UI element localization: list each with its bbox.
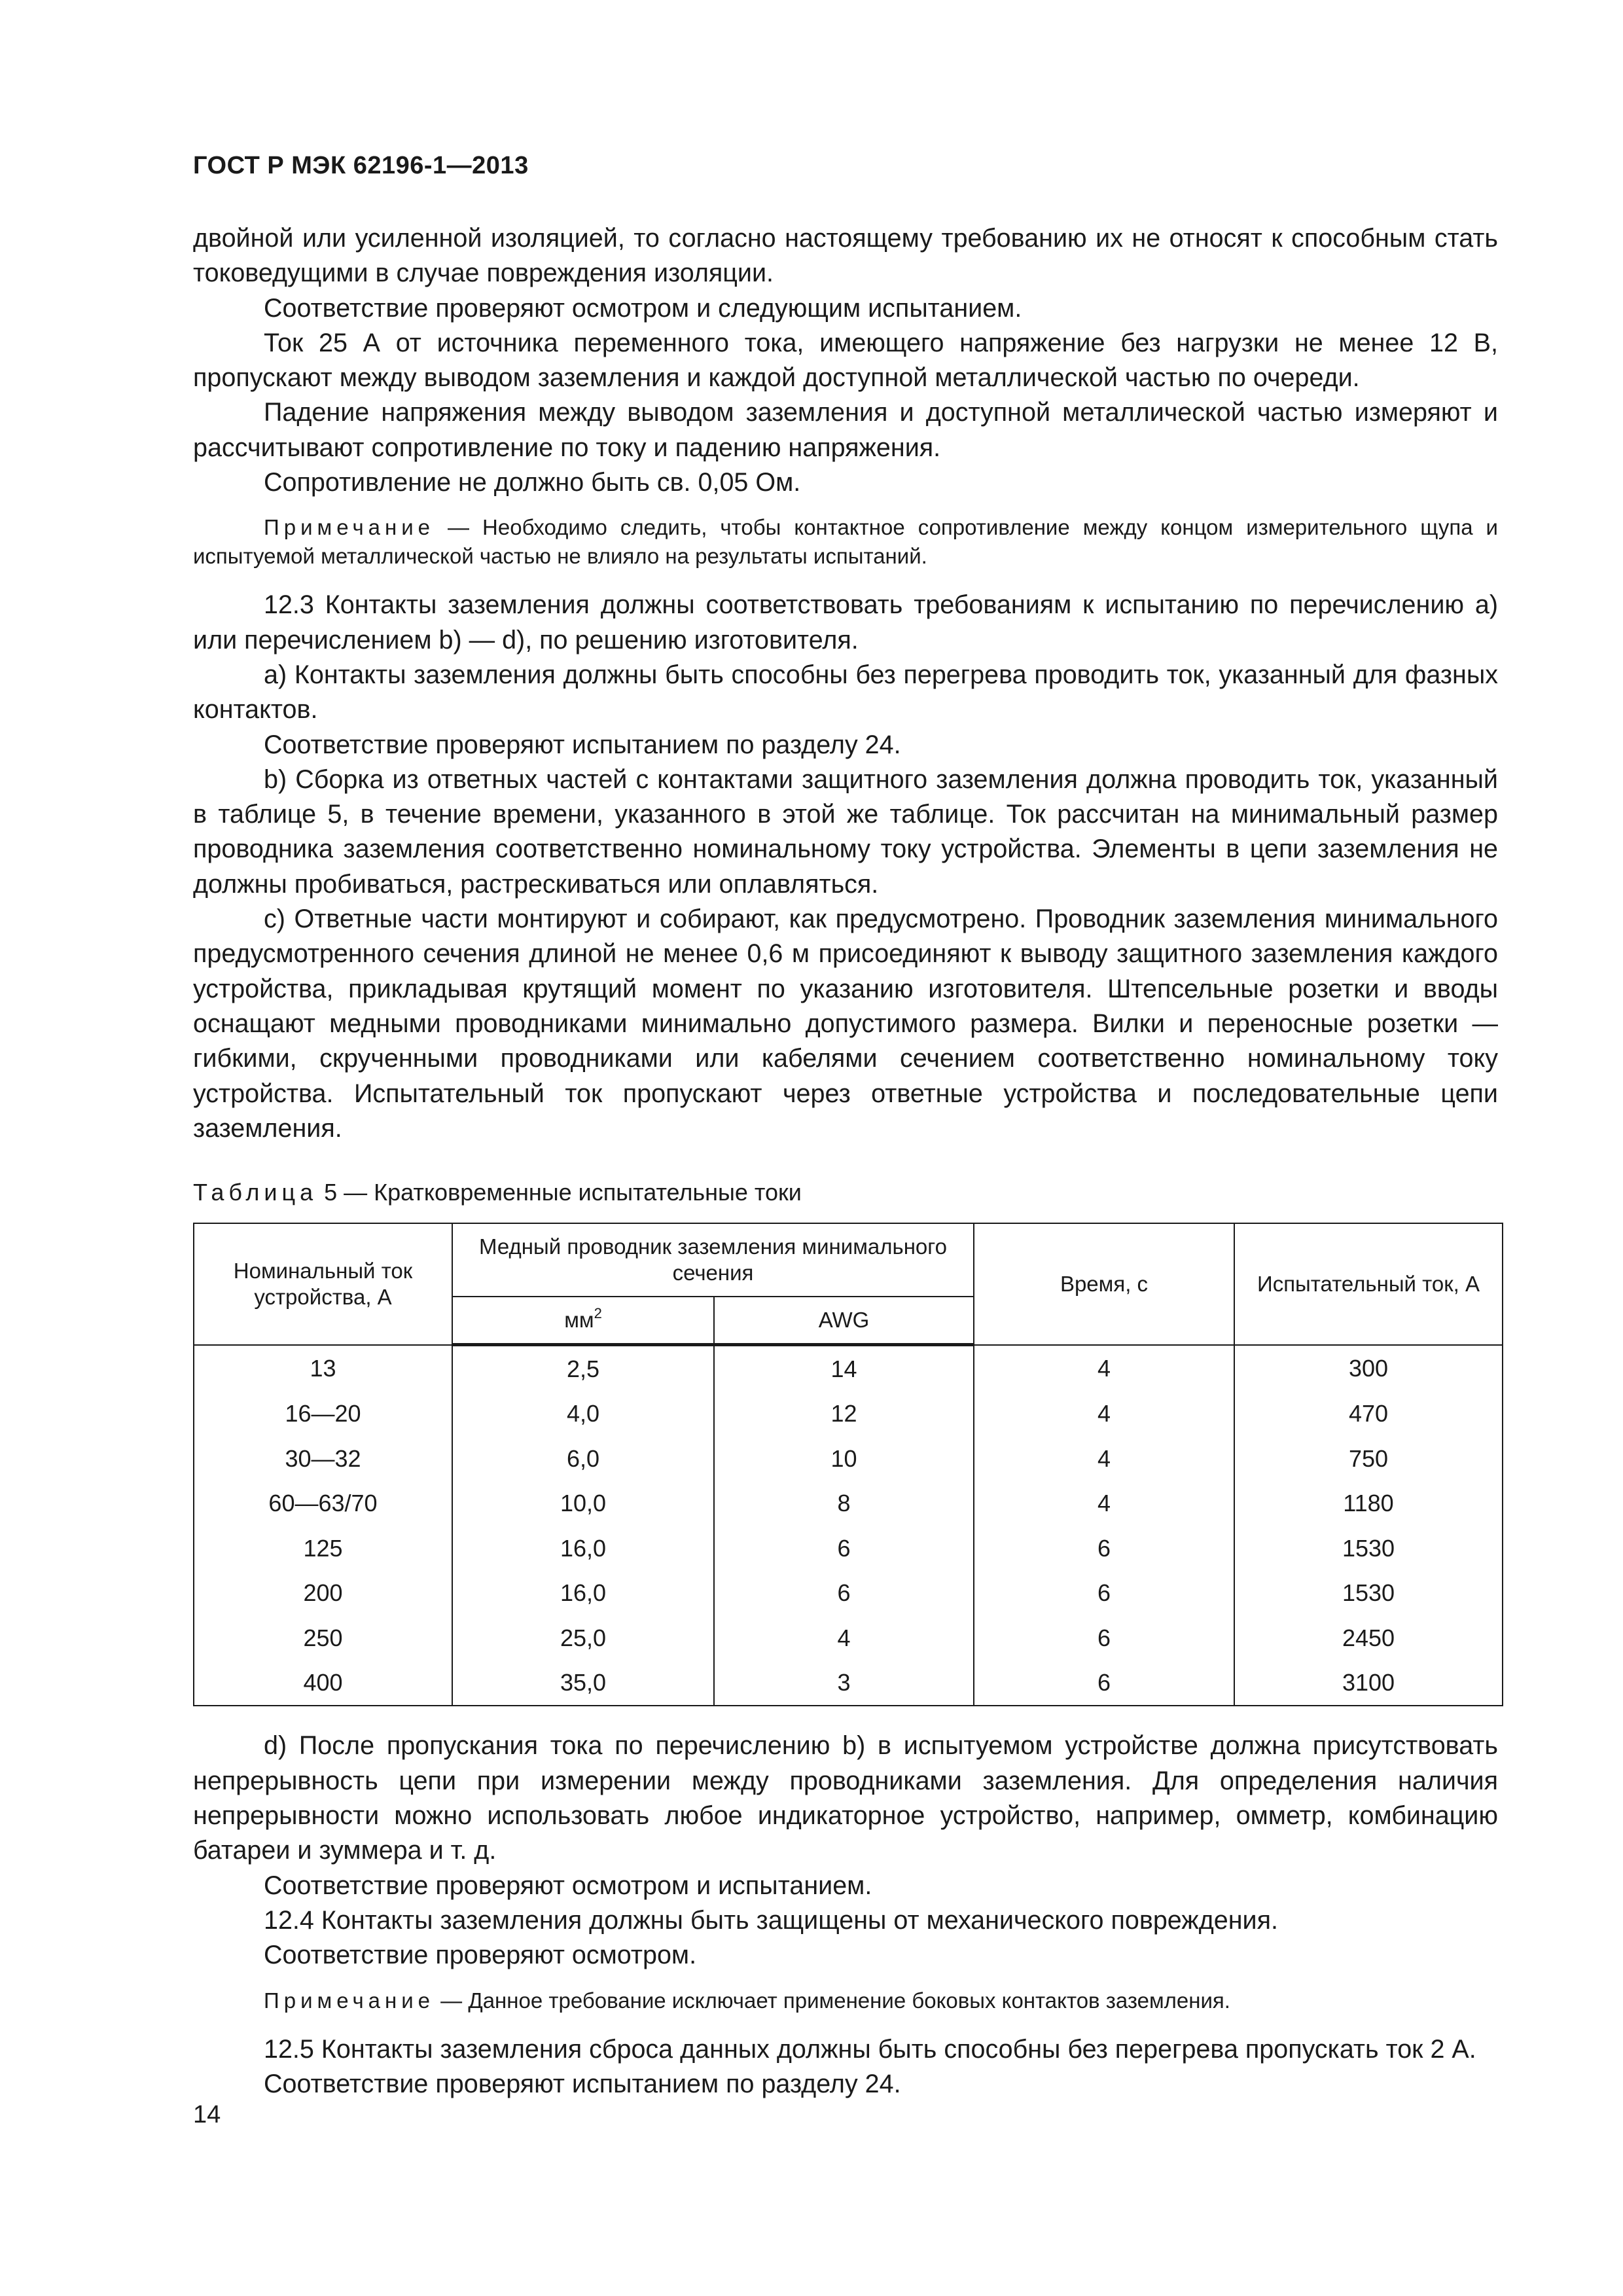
cell-time: 6 [974, 1615, 1234, 1660]
cell-current: 1530 [1234, 1526, 1503, 1571]
note-label: Примечание [264, 1988, 435, 2013]
paragraph: Соответствие проверяют испытанием по разделу 24. [264, 2069, 901, 2098]
cell-awg: 10 [714, 1436, 974, 1481]
document-body [193, 221, 1498, 2102]
cell-time: 4 [974, 1481, 1234, 1526]
cell-rated: 13 [194, 1345, 452, 1391]
paragraph: d) После пропускания тока по перечислению b) в испытуемом устройстве должна присутствовать непрерывность цепи при измерении между проводниками заземления. Для определения наличия непрерывности можно использовать любое индикаторное устройство, например, омметр, комбинацию батареи и зуммера и т. д. [193, 1731, 1498, 1865]
paragraph: 12.4 Контакты заземления должны быть защищены от механического повреждения. [264, 1905, 1278, 1935]
cell-current: 750 [1234, 1436, 1503, 1481]
cell-mm2: 10,0 [452, 1481, 714, 1526]
paragraph: Соответствие проверяют осмотром. [264, 1941, 697, 1970]
header-awg: AWG [714, 1297, 974, 1345]
cell-awg: 6 [714, 1571, 974, 1616]
header-copper-conductor: Медный проводник заземления минимального сечения [452, 1223, 974, 1297]
cell-current: 3100 [1234, 1660, 1503, 1706]
cell-mm2: 16,0 [452, 1526, 714, 1571]
page-number: 14 [193, 2101, 221, 2128]
cell-time: 4 [974, 1436, 1234, 1481]
paragraph: двойной или усиленной изоляцией, то согласно настоящему требованию их не относят к способным стать токоведущими в случае повреждения изоляции. [193, 224, 1498, 288]
cell-current: 1530 [1234, 1571, 1503, 1616]
paragraph: b) Сборка из ответных частей с контактами защитного заземления должна проводить ток, указанный в таблице 5, в течение времени, указанного в этой же таблице. Ток рассчитан на минимальный размер проводника заземления соответственно номинальному току устройства. Элементы в цепи заземления не должны пробиваться, растрескиваться или оплавляться. [193, 764, 1498, 899]
cell-rated: 200 [194, 1571, 452, 1616]
note-text: — Данное требование исключает применение боковых контактов заземления. [435, 1988, 1230, 2013]
paragraph: a) Контакты заземления должны быть способны без перегрева проводить ток, указанный для фазных контактов. [193, 660, 1498, 725]
paragraph: 12.5 Контакты заземления сброса данных должны быть способны без перегрева пропускать ток 2 А. [264, 2034, 1476, 2064]
paragraph: 12.3 Контакты заземления должны соответствовать требованиям к испытанию по перечислению a) или перечислением b) — d), по решению изготовителя. [193, 590, 1498, 655]
table-row [194, 1345, 1503, 1391]
cell-awg: 6 [714, 1526, 974, 1571]
cell-mm2: 2,5 [452, 1345, 714, 1391]
cell-current: 2450 [1234, 1615, 1503, 1660]
header-rated-current: Номинальный ток устройства, А [194, 1223, 452, 1345]
note-label: Примечание [264, 515, 435, 540]
cell-rated: 30—32 [194, 1436, 452, 1481]
table-row [194, 1660, 1503, 1706]
cell-awg: 3 [714, 1660, 974, 1706]
cell-rated: 60—63/70 [194, 1481, 452, 1526]
cell-mm2: 16,0 [452, 1571, 714, 1616]
paragraph: Сопротивление не должно быть св. 0,05 Ом. [264, 468, 801, 497]
header-test-current: Испытательный ток, А [1234, 1223, 1503, 1345]
table-row [194, 1571, 1503, 1616]
paragraph: Соответствие проверяют испытанием по разделу 24. [264, 730, 901, 759]
cell-current: 1180 [1234, 1481, 1503, 1526]
header-time: Время, с [974, 1223, 1234, 1345]
cell-rated: 125 [194, 1526, 452, 1571]
table-row [194, 1391, 1503, 1437]
cell-awg: 8 [714, 1481, 974, 1526]
paragraph: Соответствие проверяют осмотром и следующим испытанием. [264, 293, 1022, 323]
cell-time: 4 [974, 1345, 1234, 1391]
cell-current: 300 [1234, 1345, 1503, 1391]
table-row [194, 1526, 1503, 1571]
table-row [194, 1481, 1503, 1526]
test-currents-table [193, 1223, 1503, 1706]
cell-mm2: 6,0 [452, 1436, 714, 1481]
cell-current: 470 [1234, 1391, 1503, 1437]
table-caption-text: 5 — Кратковременные испытательные токи [317, 1179, 802, 1206]
cell-mm2: 35,0 [452, 1660, 714, 1706]
note [193, 1986, 1498, 2015]
cell-awg: 12 [714, 1391, 974, 1437]
cell-time: 6 [974, 1660, 1234, 1706]
note [193, 513, 1498, 571]
cell-mm2: 25,0 [452, 1615, 714, 1660]
cell-rated: 16—20 [194, 1391, 452, 1437]
table-caption-label: Таблица [193, 1179, 318, 1206]
cell-time: 4 [974, 1391, 1234, 1437]
cell-rated: 250 [194, 1615, 452, 1660]
note-text: — Необходимо следить, чтобы контактное сопротивление между концом измерительного щупа и испытуемой металлической частью не влияло на результаты испытаний. [193, 515, 1498, 569]
cell-time: 6 [974, 1526, 1234, 1571]
paragraph: c) Ответные части монтируют и собирают, как предусмотрено. Проводник заземления минимального предусмотренного сечения длиной не менее 0,6 м присоединяют к выводу защитного заземления каждого устройства, прикладывая крутящий момент по указанию изготовителя. Штепсельные розетки и вводы оснащают медными проводниками минимально допустимого размера. Вилки и переносные розетки — гибкими, скрученными проводниками или кабелями сечением соответственно номинальному току устройства. Испытательный ток пропускают через ответные устройства и последовательные цепи заземления. [193, 905, 1498, 1143]
document-header: ГОСТ Р МЭК 62196-1—2013 [193, 152, 529, 179]
cell-time: 6 [974, 1571, 1234, 1616]
table-caption [193, 1175, 1498, 1210]
cell-mm2: 4,0 [452, 1391, 714, 1437]
cell-rated: 400 [194, 1660, 452, 1706]
cell-awg: 14 [714, 1345, 974, 1391]
table-row [194, 1436, 1503, 1481]
paragraph: Соответствие проверяют осмотром и испытанием. [264, 1871, 872, 1900]
header-mm2: $мм^2$ [452, 1297, 714, 1345]
cell-awg: 4 [714, 1615, 974, 1660]
paragraph: Ток 25 А от источника переменного тока, имеющего напряжение без нагрузки не менее 12 В, пропускают между выводом заземления и каждой доступной металлической частью по очереди. [193, 328, 1498, 393]
paragraph: Падение напряжения между выводом заземления и доступной металлической частью измеряют и рассчитывают сопротивление по току и падению напряжения. [193, 398, 1498, 462]
table-row [194, 1615, 1503, 1660]
